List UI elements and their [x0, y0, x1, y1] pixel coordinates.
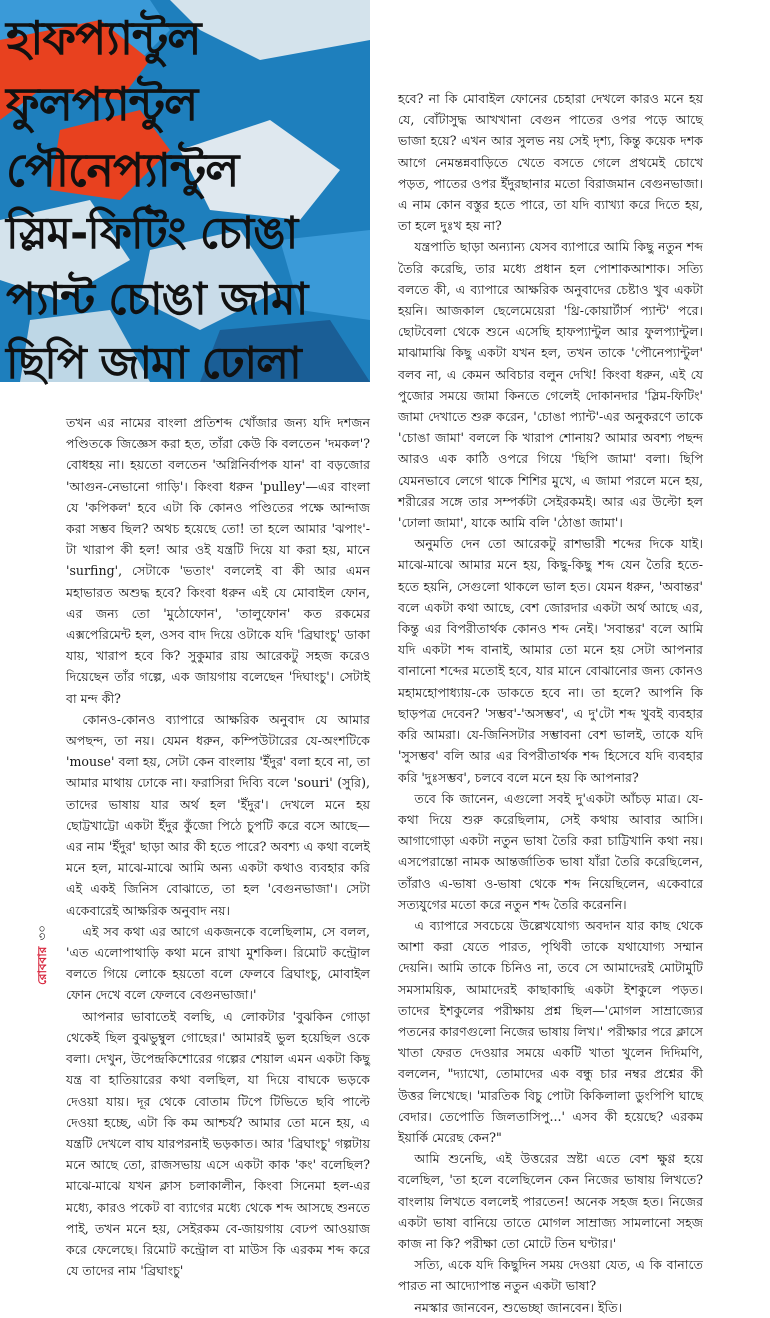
- paragraph: যন্ত্রপাতি ছাড়া অন্যান্য যেসব ব্যাপারে আমি কিছু নতুন শব্দ তৈরি করেছি, তার মধ্যে প্রধান হল পোশাকআশাক। সত্যি বলতে কী, এ ব্যাপারে আক্ষরিক অনুবাদের চেষ্টাও খুব একটা হয়নি। আজকাল ছেলেমেয়েরা 'থ্রি-কোয়ার্টার্স প্যান্ট' পরে। ছোটবেলা থেকে শুনে এসেছি হাফপ্যান্টুল আর ফুলপ্যান্টুল। মাঝামাঝি কিছু একটা যখন হল, তখন তাকে 'পৌনেপ্যান্টুল' বলব না, এ কেমন অবিচার বলুন দেখি! কিংবা ধরুন, এই যে পুজোর সময়ে জামা কিনতে গেলেই দোকানদার 'স্লিম-ফিটিং' জামা দেখাতে শুরু করেন, 'চোঙা প্যান্ট'-এর অনুকরণে তাকে 'চোঙা জামা' বললে কি খারাপ শোনায়? আমার অবশ্য পছন্দ আরও এক কাঠি ওপরে গিয়ে 'ছিপি জামা' বলা। ছিপি যেমনভাবে লেগে থাকে শিশির মুখে, এ জামা পরলে মনে হয়, শরীরের সঙ্গে তার সম্পর্কটা সেইরকমই। আর এর উল্টো হল 'ঢোলা জামা', যাকে আমি বলি 'ঠোঙা জামা'।: [398, 239, 703, 531]
- article-column-right: [398, 88, 703, 1315]
- hero-line-3: পৌনেপ্যান্টুল: [6, 143, 239, 197]
- paragraph: এই সব কথা এর আগে একজনকে বলেছিলাম, সে বলল, 'এত এলোপাথাড়ি কথা মনে রাখা মুশকিল। রিমোট কন্ট্রোল বলতে গিয়ে লোকে হয়তো বলে ফেলবে ব্রিঘাংচু, মোবাইল ফোন দেখে বলে ফেলবে বেগুনভাজা।': [66, 923, 370, 1003]
- magazine-name: রোববার: [35, 946, 49, 985]
- paragraph: এ ব্যাপারে সবচেয়ে উল্লেখযোগ্য অবদান যার কাছ থেকে আশা করা যেতে পারত, পৃথিবী তাকে যথাযোগ্য সম্মান দেয়নি। আমি তাকে চিনিও না, তবে সে আমাদেরই মোটামুটি সমসাময়িক, আমাদেরই কাছাকাছি একটা ইশকুলে পড়ত। তাদের ইশকুলের পরীক্ষায় প্রশ্ন ছিল—'মোগল সাম্রাজ্যের পতনের কারণগুলো নিজের ভাষায় লিখ।' পরীক্ষার পরে ক্লাসে খাতা ফেরত দেওয়ার সময়ে একটি খাতা খুলেন দিদিমণি, বললেন, "দ্যাখো, তোমাদের এক বন্ধু চার নম্বর প্রশ্নের কী উত্তর লিখেছে। 'মারতিক বিচু পোটা কিকিলালা ডুংপিপি ঘাছে বেদার। তেপোতি জিলতাসিপু...' এসব কী হয়েছে? এরকম ইয়ার্কি মেরেছ কেন?": [398, 917, 703, 1145]
- hero-illustration: [0, 0, 370, 389]
- hero-line-2: ফুলপ্যান্টুল: [6, 77, 198, 131]
- paragraph: তখন এর নামের বাংলা প্রতিশব্দ খোঁজার জন্য যদি দশজন পণ্ডিতকে জিজ্ঞেস করা হত, তাঁরা কেউ কি বলতেন 'দমকল'? বোধহয় না। হয়তো বলতেন 'অগ্নিনির্বাপক যান' বা বড়জোর 'আগুন-নেভানো গাড়ি'। কিংবা ধরুন 'pulley'—এর বাংলা যে 'কপিকল' হবে এটা কি কোনও পণ্ডিতের পক্ষে আন্দাজ করা সম্ভব ছিল? অথচ হয়েছে তো! তা হলে আমার 'ঝপাং'-টা খারাপ কী হল! আর ওই যন্ত্রটি দিয়ে যা করা হয়, মানে 'surfing', সেটাকে 'ভতাং' বললেই বা কী আর এমন মহাভারত অশুদ্ধ হবে? কিংবা ধরুন এই যে মোবাইল ফোন, এর জন্য তো 'মুঠোফোন', 'তালুফোন' কত রকমের এক্সপেরিমেন্ট হল, ওসব বাদ দিয়ে ওটাকে যদি 'ব্রিঘাংচু' ডাকা যায়, খারাপ হবে কি? সুকুমার রায় আরেকটু সহজ করেও দিয়েছেন তাঁর গল্পে, এক জায়গায় বলেছেন 'দিঘাংচু'। সেটাই বা মন্দ কী?: [66, 415, 370, 706]
- hero-line-1: হাফপ্যান্টুল: [6, 11, 201, 65]
- article-column-left: [66, 412, 370, 1279]
- hero-line-6: ছিপি জামা ঢোলা: [6, 338, 301, 389]
- page-number: ৩০: [35, 925, 49, 941]
- paragraph: তবে কি জানেন, এগুলো সবই দু'একটা আঁচড় মাত্র। যে-কথা দিয়ে শুরু করেছিলাম, সেই কথায় আবার আসি। আগাগোড়া একটা নতুন ভাষা তৈরি করা চাট্টিখানি কথা নয়। এসপেরান্তো নামক আন্তর্জাতিক ভাষা যাঁরা তৈরি করেছিলেন, তাঁরাও এ-ভাষা ও-ভাষা থেকে শব্দ নিয়েছিলেন, একেবারে সত্যযুগের মতো করে নতুন শব্দ তৈরি করেননি।: [398, 790, 703, 912]
- hero-line-5: প্যান্ট চোঙা জামা: [6, 274, 308, 325]
- page-folio: [34, 925, 54, 985]
- paragraph: কোনও-কোনও ব্যাপারে আক্ষরিক অনুবাদ যে আমার অপছন্দ, তা নয়। যেমন ধরুন, কম্পিউটারের যে-অংশটিকে 'mouse' বলা হয়, সেটা কেন বাংলায় 'ইঁদুর' বলা হবে না, তা আমার মাথায় ঢোকে না। ফরাসিরা দিব্যি বলে 'souri' (সুরি), তাদের ভাষায় যার অর্থ হল 'ইঁদুর'। দেখলে মনে হয় ছোট্টখাট্টো একটা ইঁদুর কুঁজো পিঠে চুপটি করে বসে আছে—এর নাম 'ইঁদুর' ছাড়া আর কী হতে পারে? অবশ্য এ কথা বলেই মনে হল, মাঝে-মাঝে আমি অন্য একটা কথাও ব্যবহার করি এই একই জিনিস বোঝাতে, তা হল 'বেগুনভাজা'। সেটা একেবারেই আক্ষরিক অনুবাদ নয়।: [66, 711, 370, 918]
- paragraph: অনুমতি দেন তো আরেকটু রাশভারী শব্দের দিকে যাই। মাঝে-মাঝে আমার মনে হয়, কিছু-কিছু শব্দ যেন তৈরি হতে-হতে হয়নি, সেগুলো থাকলে ভাল হত। যেমন ধরুন, 'অবান্তর' বলে একটা কথা আছে, বেশ জোরদার একটা অর্থ আছে এর, কিন্তু এর বিপরীতার্থক কোনও শব্দ নেই। 'সবান্তর' বলে আমি যদি একটা শব্দ বানাই, আমার তো মনে হয় সেটা আপনার বানানো শব্দের মতোই হবে, যার মানে বোঝানোর জন্য কোনও মহামহোপাধ্যায়-কে ডাকতে হবে না। তা হলে? আপনি কি ছাড়পত্র দেবেন? 'সম্ভব'-'অসম্ভব', এ দু'টো শব্দ খুবই ব্যবহার করি আমরা। যে-জিনিসটার সম্ভাবনা বেশ ভালই, তাকে যদি 'সুসম্ভব' বলি আর এর বিপরীতার্থক শব্দ হিসেবে যদি ব্যবহার করি 'দুঃসম্ভব', চলবে বলে মনে হয় কি আপনার?: [398, 536, 703, 785]
- hero-line-4: স্লিম-ফিটিং চোঙা: [6, 208, 298, 259]
- paragraph: হবে? না কি মোবাইল ফোনের চেহারা দেখলে কারও মনে হয় যে, বোঁটাসুদ্ধ আখখানা বেগুন পাতের ওপর পড়ে আছে ভাজা হয়ে? এখন আর সুলভ নয় সেই দৃশ্য, কিন্তু কয়েক দশক আগে নেমন্তন্নবাড়িতে খেতে বসতে গেলে প্রথমেই চোখে পড়ত, পাতের ওপর ইঁদুরছানার মতো বিরাজমান বেগুনভাজা। এ নাম কোন বস্তুর হতে পারে, তা যদি ব্যাখ্যা করে দিতে হয়, তা হলে দুঃখ হয় না?: [398, 91, 703, 234]
- paragraph: নমস্কার জানবেন, শুভেচ্ছা জানবেন। ইতি।: [414, 1299, 623, 1315]
- paragraph: আমি শুনেছি, এই উত্তরের স্রষ্টা এতে বেশ ক্ষুণ্ণ হয়ে বলেছিল, 'তা হলে বলেছিলেন কেন নিজের ভাষায় লিখতে? বাংলায় লিখতে বললেই পারতেন! অনেক সহজ হত। নিজের একটা ভাষা বানিয়ে তাতে মোগল সাম্রাজ্য সামলানো সহজ কাজ না কি? পরীক্ষা তো মোটে তিন ঘণ্টার।': [398, 1151, 703, 1251]
- paragraph: সত্যি, একে যদি কিছুদিন সময় দেওয়া যেত, এ কি বানাতে পারত না আদ্যোপান্ত নতুন একটা ভাষা?: [398, 1257, 703, 1294]
- paragraph: আপনার ভাবাতেই বলছি, এ লোকটার 'বুঝকিন গোড়া থেকেই ছিল বুঝভুম্বুল গোছের।' আমারই ভুল হয়েছিল ওকে বলা। দেখুন, উপেন্দ্রকিশোরের গল্পের শেয়াল এমন একটা কিছু যন্ত্র বা হাতিয়ারের কথা বলছিল, যা দিয়ে বাঘকে ভড়কে দেওয়া যায়। দূর থেকে বোতাম টিপে টিভিতে ছবি পাল্টে দেওয়া হচ্ছে, এটা কি কম আশ্চর্য? আমার তো মনে হয়, এ যন্ত্রটি দেখলে বাঘ যারপরনাই ভড়কাত। আর 'ব্রিঘাংচু' গল্পটায় মনে আছে তো, রাজসভায় এসে একটা কাক 'কং' বলেছিল? মাঝে-মাঝে যখন ক্লাস চলাকালীন, কিংবা সিনেমা হল-এর মধ্যে, কারও পকেট বা ব্যাগের মধ্যে থেকে শব্দ আসছে শুনতে পাই, তখন মনে হয়, সেইরকম বে-জায়গায় বেঢপ আওয়াজ করে ফেলেছে। রিমোট কন্ট্রোল বা মাউস কি এরকম শব্দ করে যে তাদের নাম 'ব্রিঘাংচু': [66, 1008, 370, 1279]
